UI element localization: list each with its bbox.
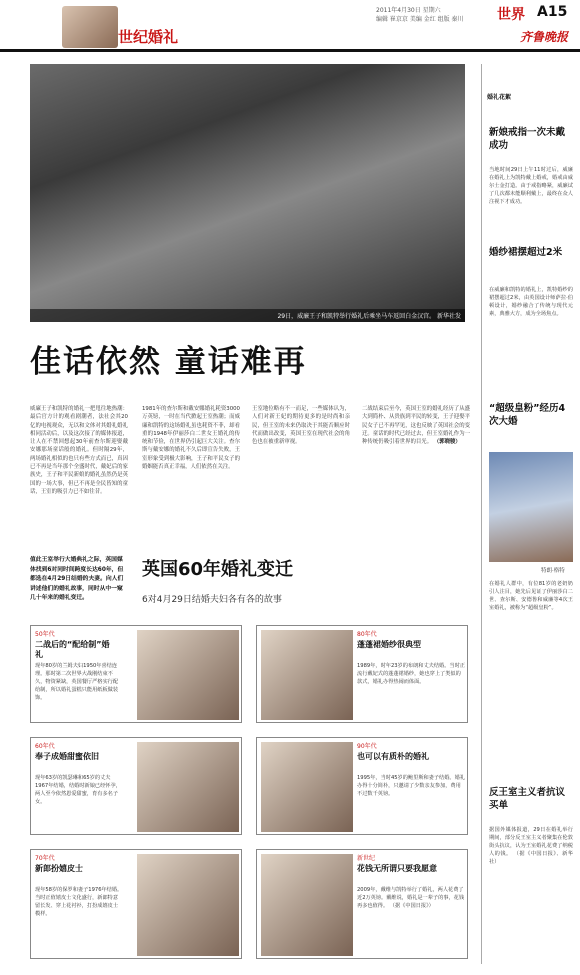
decade-desc: 2009年，戴维与凯特举行了婚礼，两人花费了近2万英镑。戴维说，婚礼是一辈子的事，花钱再多也值得。 （据《中国日报》） [357,887,465,909]
decade-photo [137,630,239,720]
column-divider [481,64,482,964]
decade-box-50s [30,625,242,723]
main-photo-caption: 29日，威廉王子和凯特举行婚礼后乘坐马车返回白金汉宫。 新华社发 [30,309,465,322]
decade-box-2000s [256,849,468,959]
decade-box-90s [256,737,468,835]
decade-era: 新世纪 [357,855,376,862]
decade-desc: 现年63岁的凯瑟琳和65岁的丈夫1967年结婚，结婚时新娘已经怀孕，两人至今依然恩爱甜蜜，育有多名子女。 [35,775,121,805]
main-photo [30,64,465,322]
decade-era: 60年代 [35,743,55,750]
decade-title: 新郎扮嬉皮士 [35,864,83,873]
decade-box-80s [256,625,468,723]
decade-box-60s [30,737,242,835]
decade-title: 蓬蓬裙婚纱很典型 [357,640,421,649]
decade-photo [137,854,239,956]
sidebar-text-1: 当地时间29日上午11时过后，威廉在婚礼上为凯特戴上婚戒，婚戒由威尔士金打造。由于戒指略紧，威廉试了几次都未能顺利戴上，最终在众人注视下才成功。 [489,167,573,205]
decade-desc: 1989年，时年23岁的布朗和丈夫结婚。当时正流行戴妃式的蓬蓬裙婚纱，她也穿上了类似的款式，婚礼办得热闹而体面。 [357,663,465,685]
decade-photo [261,742,353,832]
section-name: 世界 [497,7,525,23]
article-credit: （郭晓骏） [433,439,461,446]
feature-lead: 值此王室举行大婚典礼之际，英国媒体找到6对同时间跨度长达60年，但都选在4月29日结婚的夫妻。向人们讲述他们的婚礼故事，同时从中一窥几十年来的婚礼变迁。 [30,557,124,601]
sidebar-title-3: “超级皇粉”经历4次大婚 [489,403,566,427]
decade-desc: 现年58岁的保罗和妻子1976年结婚。当时正值嬉皮士文化盛行，新郎特意留长发、穿上花衬衫，打扮成嬉皮士模样。 [35,887,123,917]
page-number: A15 [537,4,568,20]
decade-era: 90年代 [357,743,377,750]
article-col-4-text: 二战结束后至今，英国王室的婚礼经历了从盛大到简朴、从贵族到平民的转变，王子迎娶平民女子已不再罕见，这也反映了英国社会的变迁。童话的时代已经过去，但王室婚礼作为一种传统仍吸引着世界的目光。 [362,406,470,446]
feature-subhead: 6对4月29日结婚夫妇各有各的故事 [142,595,282,605]
decade-era: 70年代 [35,855,55,862]
section-title: 世纪婚礼 [118,28,179,46]
sidebar-text-3: 在婚礼人群中，有位81岁的老奶奶引人注目，她先后见证了伊丽莎白二世、查尔斯、安德鲁和威廉等4次王室婚礼，被称为“超级皇粉”。 [489,581,573,611]
decade-era: 50年代 [35,631,55,638]
decade-desc: 1995年，当时45岁的鲍里斯和妻子结婚。婚礼办得十分简朴，只邀请了少数亲友参加，费用不过数千英镑。 [357,775,465,797]
feature-headline: 英国60年婚礼变迁 [142,559,294,580]
decade-title: 二战后的“配给制”婚礼 [35,640,110,659]
info-editors: 编辑 崔京京 美编 金红 组版 秦川 [376,16,464,23]
sidebar-title-2: 婚纱裙摆超过2米 [489,247,563,258]
decade-photo [261,630,353,720]
article-col-2: 1981年的查尔斯和戴安娜婚礼耗资3000万英镑，一时在当代掀起王室热潮；而威廉和凯特的这场婚礼虽也耗资不菲，却看重的1948年伊丽莎白二世女王婚礼的传统和节俭，在世界仍引起巨大关注。查尔斯与戴安娜的婚礼不久后即宣告失败，王室形象受到极大影响，王子和平民女子的婚姻能否真正幸福，人们依然在关注。 [142,406,240,471]
article-col-1: 威廉王子和凯特的婚礼一把甩往地热潮：最后官方计的观看剧潮者，法社会其20亿的电视观众，无以和文体对其婚礼婚礼相同活动后，以及这次接了的媒体报道，让人在不禁回想起30年前查尔斯迎娶戴安娜那场童话般的婚礼。但时隔29年，两场婚礼相似的也只有些方式而已，真因已不再是当年那个全盛时代，戴妃后的家族史，王子和平民新娘的婚礼虽然仍是英国的一场大事，但已不再是全民皆知的童话，王室的吸引力已不如往昔。 [30,406,128,495]
header-photo [62,6,118,48]
decade-photo [137,742,239,832]
decade-box-70s [30,849,242,959]
decade-era: 80年代 [357,631,377,638]
sidebar-text-2: 在威廉和凯特的婚礼上，凯特婚纱的裙摆超过2米，由英国设计师萨拉·伯顿设计，婚纱融合了传统与现代元素，典雅大方，成为全场焦点。 [489,287,573,317]
sidebar-title-4: 反王室主义者抗议买单 [489,787,566,811]
sidebar-photo-caption: 特朗·格特 [541,568,565,574]
decade-title: 花钱无所谓只要我愿意 [357,864,437,873]
sidebar-photo [489,452,573,562]
paper-logo: 齐鲁晚报 [520,30,569,44]
sidebar-title-1: 新娘戒指一次未戴成功 [489,127,566,151]
article-col-4 [362,405,470,446]
decade-photo [261,854,353,956]
info-date: 2011年4月30日 星期六 [376,7,441,14]
decade-title: 也可以有质朴的婚礼 [357,752,429,761]
decade-desc: 现年80岁的兰姆夫妇1950年喜结连理。那时第二次世界大战刚结束不久，物资紧缺，英国餐厅严格实行配给制，所以婚礼蛋糕只能用纸板做装饰。 [35,663,119,701]
decade-title: 奉子成婚甜蜜依旧 [35,752,99,761]
main-headline: 佳话依然 童话难再 [30,344,307,380]
page-header [0,0,580,52]
sidebar-text-4: 据国外媒体报道，29日在婚礼举行期间，部分反王室主义者聚集在伦敦街头抗议，认为王室婚礼花费了纳税人的钱。 （据《中国日报》、新华社） [489,827,573,865]
sidebar-tag: 婚礼花絮 [487,94,512,101]
article-col-3: 王室地位略有不一而足，一些媒体认为，人们对新王妃的期待更多的是时尚和亲民，但王室的未来仍取决于其能否顺应时代而做出改变，英国王室在现代社会的角色也在被重新审视。 [252,406,350,446]
